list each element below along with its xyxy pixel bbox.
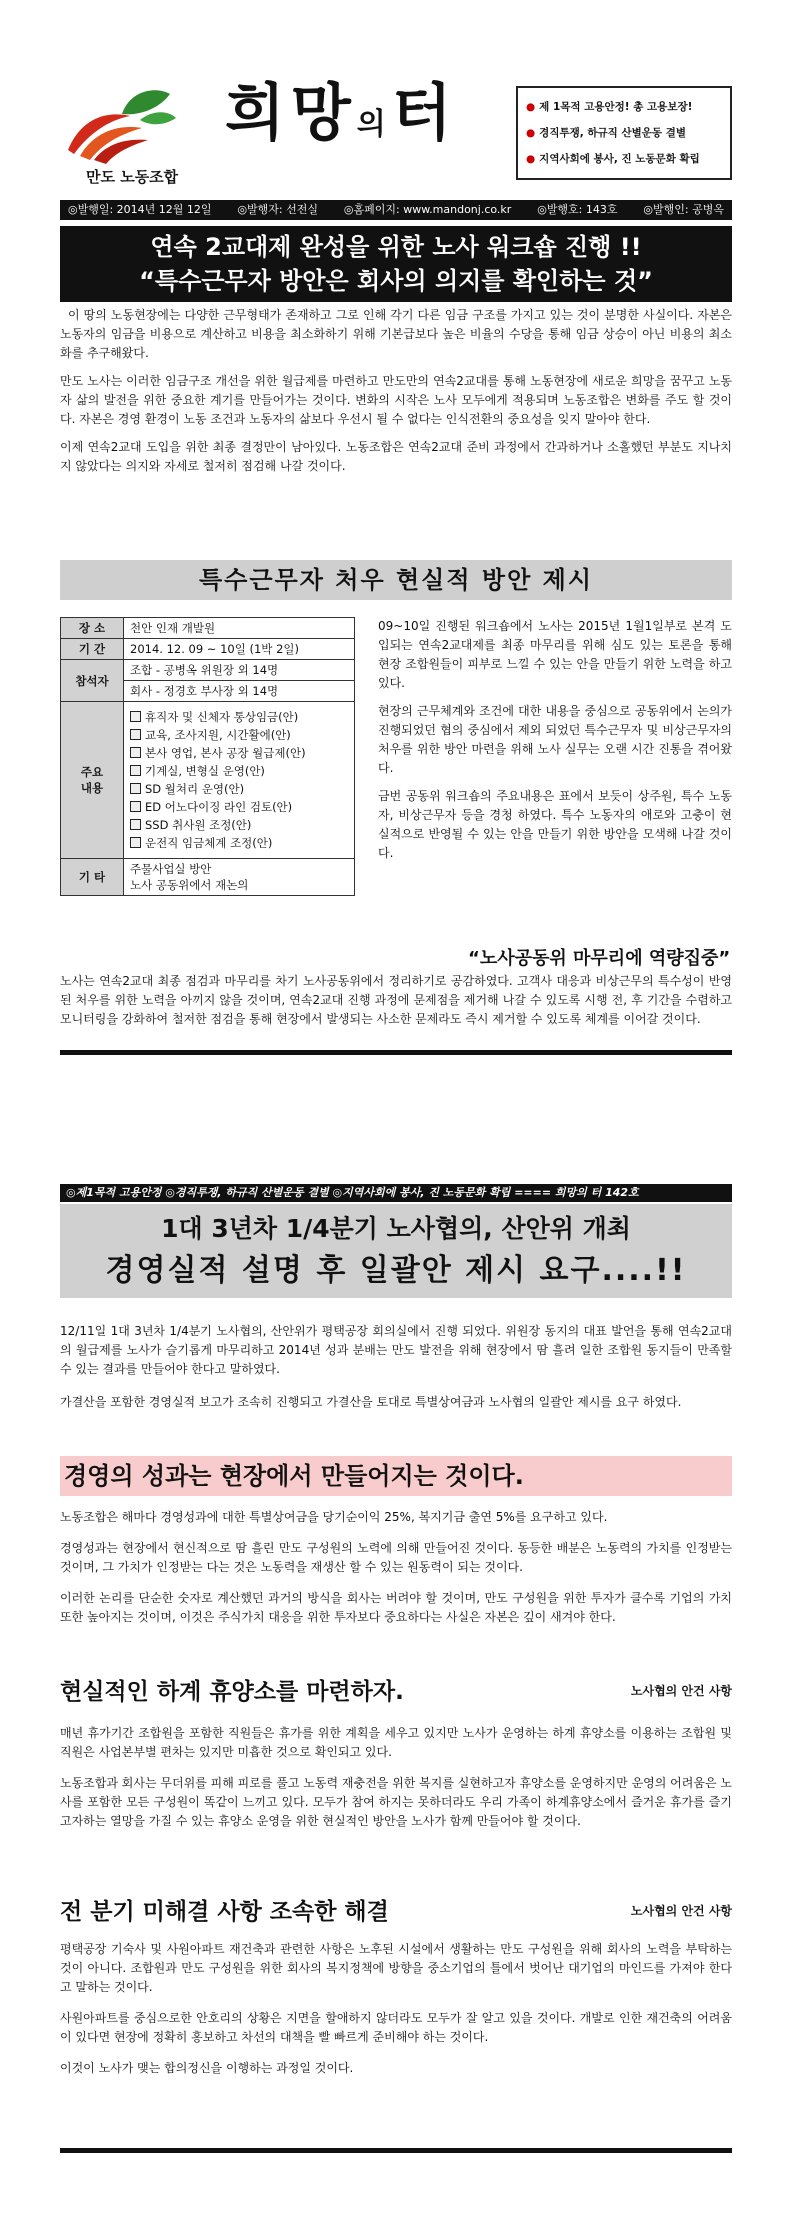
list-item: SSD 취사원 조정(안) <box>130 816 348 834</box>
agenda-list <box>124 702 355 859</box>
table-row <box>61 702 355 859</box>
table-row <box>61 639 355 660</box>
checkbox-square-icon <box>130 747 141 758</box>
paragraph: 노동조합과 회사는 무더위를 피해 피로를 풀고 노동력 재충전을 위한 복지를 실현하고자 휴양소를 운영하지만 운영의 어려움은 노사를 포함한 모든 구성원이 똑같이 느끼고 있다. 모두가 참여 하지는 못하더라도 우리 가족이 하계휴양소에서 즐거운 휴가를 즐기고자하는 열망을 가질 수 있는 휴양소 운영을 위한 현실적인 방안을 노사가 함께 만들어야 할 것이다. <box>60 1776 732 1828</box>
row-label: 기 간 <box>61 639 124 660</box>
checkbox-square-icon <box>130 819 141 830</box>
bullet-icon: ● <box>526 127 536 139</box>
masthead <box>60 76 732 200</box>
union-name: 만도 노동조합 <box>86 168 179 186</box>
editor: ◎발행인: 공병옥 <box>643 203 724 216</box>
subheading-title: 현실적인 하계 휴양소를 마련하자. <box>60 1679 404 1705</box>
headline-line-1: 1대 3년차 1/4분기 노사협의, 산안위 개최 <box>161 1214 631 1243</box>
issue-number: ◎발행호: 143호 <box>537 203 618 216</box>
agenda-tag: 노사협의 안건 사항 <box>630 1904 732 1918</box>
paragraph: 이러한 논리를 단순한 숫자로 계산했던 과거의 방식을 회사는 버려야 할 것이며, 만도 구성원을 위한 투자가 클수록 기업의 가치 또한 높아지는 것이며, 이것은 주식가치 대응을 위한 투자보다 중요하다는 사실은 자본은 깊이 새겨야 한다. <box>60 1591 732 1624</box>
checkbox-square-icon <box>130 783 141 794</box>
headline-line-1: 연속 2교대제 완성을 위한 노사 워크숍 진행 !! <box>150 233 642 261</box>
checkbox-square-icon <box>130 837 141 848</box>
homepage-link[interactable]: ◎홈페이지: www.mandonj.co.kr <box>343 203 512 216</box>
slogan-item: ● 경직투쟁, 하규직 산별운동 결별 <box>526 127 686 139</box>
paragraph: 12/11일 1대 3년차 1/4분기 노사협의, 산안위가 평택공장 회의실에서 진행 되었다. 위원장 동지의 대표 발언을 통해 연속2교대의 월급제를 노사가 슬기롭게 마무리하고 2014년 성과 분배는 만도 발전을 위해 현장에서 땀 흘려 일한 조합원 동지들이 만족할 수 있는 결과를 만들어야 한다고 말하였다. <box>60 1324 732 1376</box>
table-row <box>61 660 355 681</box>
cell-value: 회사 - 정경호 부사장 외 14명 <box>124 681 355 702</box>
bullet-icon: ● <box>526 153 536 165</box>
paragraph: 노사는 연속2교대 최종 점검과 마무리를 차기 노사공동위에서 정리하기로 공감하였다. 고객사 대응과 비상근무의 특수성이 반영된 처우를 위한 노력을 아끼지 않을 것이며, 연속2교대 진행 과정에 문제점을 제거해 나갈 수 있도록 시행 전, 후 기간을 수렴하고 모니터링을 강화하여 철저한 점검을 통해 현장에서 발생되는 사소한 문제라도 즉시 제거할 수 있도록 체계를 이어갈 것이다. <box>60 974 732 1026</box>
paragraph: 사원아파트를 중심으로한 안호리의 상황은 지면을 할애하지 않더라도 모두가 잘 알고 있을 것이다. 개발로 인한 재건축의 어려움이 있다면 현장에 정확히 홍보하고 차선의 대책을 빨 빠르게 준비해야 하는 것이다. <box>60 2011 732 2044</box>
list-item: 본사 영업, 본사 공장 월급제(안) <box>130 744 348 762</box>
section-heading-pink: 경영의 성과는 현장에서 만들어지는 것이다. <box>60 1456 732 1496</box>
cell-value: 조합 - 공병옥 위원장 외 14명 <box>124 660 355 681</box>
slogan-item: ● 지역사회에 봉사, 진 노동문화 확립 <box>526 153 700 165</box>
publish-date: ◎발행일: 2014년 12월 12일 <box>68 203 212 216</box>
slogan-item: ● 제 1목적 고용안정! 총 고용보장! <box>526 101 693 113</box>
headline-workshop <box>60 226 732 302</box>
publication-info-bar <box>60 200 732 220</box>
table-row <box>61 618 355 639</box>
headline-line-2: “특수근무자 방안은 회사의 의지를 확인하는 것” <box>139 267 653 295</box>
paragraph: 경영성과는 현장에서 현신적으로 땀 흘린 만도 구성원의 노력에 의해 만들어진 것이다. 동등한 배분은 노동력의 가치를 인정받는 것이며, 그 가치가 인정받는 다는 것은 노동력을 재생산 할 수 있는 원동력이 되는 것이다. <box>60 1541 732 1574</box>
list-item: ED 어노다이징 라인 검토(안) <box>130 798 348 816</box>
list-item: 운전직 임금체계 조정(안) <box>130 834 348 852</box>
list-item: SD 월쳐리 운영(안) <box>130 780 348 798</box>
slogan-box <box>516 86 732 180</box>
article1-intro <box>60 306 732 476</box>
page2-banner: ◎제1목적 고용안정 ◎경직투쟁, 하규직 산별운동 결별 ◎지역사회에 봉사, 진 노동문화 확립 ==== 희망의 터 142호 <box>60 1184 732 1202</box>
subheading-resort <box>60 1676 732 1708</box>
list-item: 휴직자 및 신체자 통상임금(안) <box>130 708 348 726</box>
page2-section3 <box>60 1940 732 2078</box>
row-label: 장 소 <box>61 618 124 639</box>
headline-line-2: 경영실적 설명 후 일괄안 제시 요구....!! <box>105 1253 687 1288</box>
paragraph: 이 땅의 노동현장에는 다양한 근무형태가 존재하고 그로 인해 각기 다른 임금 구조를 가지고 있는 것이 분명한 사실이다. 자본은 노동자의 임금을 비용으로 계산하고 비용을 최소화하기 위해 기본급보다 높은 비율의 수당을 통해 임금 상승이 아닌 비용의 최소화를 추구해왔다. <box>60 308 732 360</box>
newsletter-title <box>225 76 458 149</box>
paragraph: 이것이 노사가 맺는 합의정신을 이행하는 과정일 것이다. <box>60 2061 354 2075</box>
publisher: ◎발행자: 선전실 <box>237 203 318 216</box>
title-part-1: 희망 <box>225 76 357 149</box>
checkbox-square-icon <box>130 801 141 812</box>
divider <box>60 2148 732 2153</box>
section-title: 특수근무자 처우 현실적 방안 제시 <box>60 560 732 600</box>
leaf-swoosh-icon <box>60 80 180 166</box>
paragraph: 평택공장 기숙사 및 사원아파트 재건축과 관련한 사항은 노후된 시설에서 생활하는 만도 구성원을 위해 회사의 노력을 부탁하는 것이 아니다. 조합원과 만도 구성원을 위한 회사의 복지정책에 방향을 중소기업의 틀에서 벗어난 대기업의 마인드를 가져야 한다고 말하는 것이다. <box>60 1942 732 1994</box>
article1-right-column <box>378 617 732 863</box>
title-part-3: 터 <box>391 76 458 149</box>
page2-section2 <box>60 1724 732 1831</box>
row-label: 기 타 <box>61 859 124 896</box>
cell-value: 2014. 12. 09 ~ 10일 (1박 2일) <box>124 639 355 660</box>
workshop-schedule-table <box>60 617 355 896</box>
paragraph: 노동조합은 해마다 경영성과에 대한 특별상여금을 당기순이익 25%, 복지기금 출연 5%를 요구하고 있다. <box>60 1510 608 1524</box>
checkbox-square-icon <box>130 711 141 722</box>
divider <box>60 1050 732 1055</box>
agenda-tag: 노사협의 안건 사항 <box>630 1684 732 1698</box>
paragraph: 가결산을 포함한 경영실적 보고가 조속히 진행되고 가결산을 토대로 특별상여금과 노사협의 일괄안 제시를 요구 하였다. <box>60 1395 682 1409</box>
checkbox-square-icon <box>130 729 141 740</box>
page2-section1 <box>60 1508 732 1627</box>
headline-labor-council <box>60 1204 732 1298</box>
row-label: 참석자 <box>61 660 124 702</box>
list-item: 기계실, 변형실 운영(안) <box>130 762 348 780</box>
cell-value: 주물사업실 방안 노사 공동위에서 재논의 <box>124 859 355 896</box>
cell-value: 천안 인재 개발원 <box>124 618 355 639</box>
bullet-icon: ● <box>526 101 536 113</box>
paragraph: 만도 노사는 이러한 임금구조 개선을 위한 월급제를 마련하고 만도만의 연속2교대를 통해 노동현장에 새로운 희망을 꿈꾸고 노동자 삶의 발전을 위한 중요한 계기를 만들어가는 것이다. 변화의 시작은 노사 모두에게 적용되며 노동조합은 변화를 주도 할 것이다. 자본은 경영 환경이 노동 조건과 노동자의 삶보다 우선시 될 수 없다는 인식전환의 중요성을 잊지 말아야 한다. <box>60 374 732 426</box>
row-label: 주요 내용 <box>61 702 124 859</box>
paragraph: 09~10일 진행된 워크숍에서 노사는 2015년 1월1일부로 본격 도입되는 연속2교대제를 최종 마무리를 위해 심도 있는 토론을 통해 현장 조합원들이 피부로 느낄 수 있는 안을 만들기 위한 노력을 하고 있다. <box>378 619 732 690</box>
subheading-title: 전 분기 미해결 사항 조속한 해결 <box>60 1899 389 1925</box>
page2-intro <box>60 1322 732 1412</box>
article1-closing <box>60 972 732 1029</box>
quote-heading: “노사공동위 마무리에 역량집중” <box>468 948 731 969</box>
subheading-unresolved <box>60 1896 732 1928</box>
list-item: 교육, 조사지원, 시간활에(안) <box>130 726 348 744</box>
paragraph: 이제 연속2교대 도입을 위한 최종 결정만이 남아있다. 노동조합은 연속2교대 준비 과정에서 간과하거나 소홀했던 부분도 지나치지 않았다는 의지와 자세로 철저히 점검해 나갈 것이다. <box>60 440 732 473</box>
paragraph: 금번 공동위 워크숍의 주요내용은 표에서 보듯이 상주원, 특수 노동자, 비상근무자 등을 경청 하였다. 특수 노동자의 애로와 고충이 현실적으로 반영될 수 있는 안을 만들기 위한 방안을 모색해 나갈 것이다. <box>378 789 732 860</box>
paragraph: 매년 휴가기간 조합원을 포함한 직원들은 휴가를 위한 계획을 세우고 있지만 노사가 운영하는 하계 휴양소를 이용하는 조합원 및 직원은 사업본부별 편차는 있지만 미흡한 것으로 확인되고 있다. <box>60 1726 732 1759</box>
union-logo <box>60 80 200 190</box>
checkbox-square-icon <box>130 765 141 776</box>
paragraph: 현장의 근무체계와 조건에 대한 내용을 중심으로 공동위에서 논의가 진행되었던 협의 중심에서 제외 되었던 특수근무자 및 비상근무자의 처우를 위한 방안 마련을 위해 노사 실무는 오랜 시간 진통을 겪어왔다. <box>378 704 732 775</box>
table-row <box>61 859 355 896</box>
title-part-2: 의 <box>356 107 392 142</box>
